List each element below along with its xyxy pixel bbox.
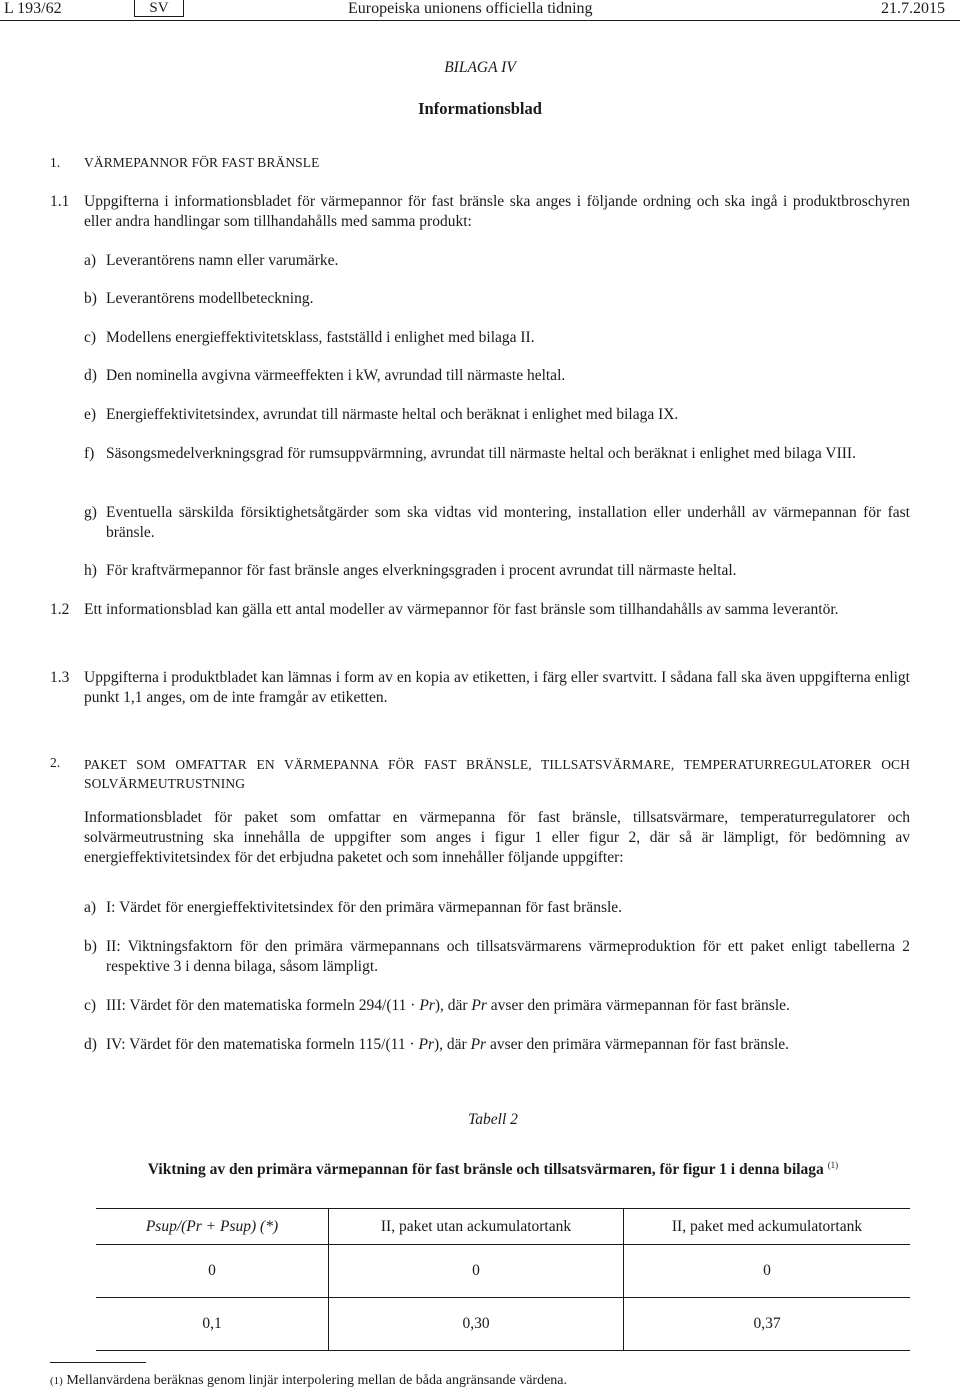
table-row (96, 1298, 910, 1351)
list-item-label: h) (84, 562, 97, 579)
language-code: SV (134, 0, 184, 17)
list-item-label: b) (84, 290, 97, 307)
list-item-label: f) (84, 445, 95, 462)
footnote-marker: (1) (50, 1375, 63, 1387)
weighting-table (96, 1208, 910, 1351)
table-title (0, 1160, 960, 1179)
list-item-text: II: Viktningsfaktorn för den primära värmepannans och tillsatsvärmarens värmeproduktion för ett paket enligt tabellerna 2 respektive 3 i denna bilaga, såsom lämpligt. (106, 938, 910, 975)
table-cell: 0,1 (96, 1298, 329, 1351)
paragraph-1-3-text: Uppgifterna i produktbladet kan lämnas i form av en kopia av etiketten, i färg eller svartvitt. I sådana fall ska även uppgifterna enligt punkt 1,1 anges, om de inte framgår av etiketten. (84, 669, 910, 706)
table-cell: 0,37 (624, 1298, 911, 1351)
paragraph-1-3-number: 1.3 (50, 669, 70, 686)
list-item-label: a) (84, 899, 97, 916)
table-header-cell: II, paket med ackumulatortank (624, 1209, 911, 1245)
table-title-text: Viktning av den primära värmepannan för fast bränsle och tillsatsvärmaren, för figur 1 i denna bilaga (147, 1161, 824, 1179)
table-cell: 0 (624, 1245, 911, 1298)
footnote-rule (50, 1362, 146, 1363)
formula-variable: Pr (470, 1036, 487, 1053)
list-item-label: a) (84, 252, 97, 269)
list-item-text: Säsongsmedelverkningsgrad för rumsuppvärmning, avrundat till närmaste heltal och beräknat i enlighet med bilaga VIII. (106, 445, 856, 462)
formula-text: ), där (433, 1036, 471, 1053)
list-item-label: e) (84, 406, 97, 423)
section-1-number: 1. (50, 155, 61, 170)
list-item-label: d) (84, 367, 97, 384)
paragraph-1-1-number: 1.1 (50, 193, 70, 210)
table-label: Tabell 2 (468, 1111, 518, 1128)
footnote-text: Mellanvärdena beräknas genom linjär interpolering mellan de båda angränsande värdena. (66, 1373, 568, 1388)
formula-variable: Pr (418, 1036, 434, 1053)
table-cell: 0 (96, 1245, 329, 1298)
table-header-cell: Psup/(Pr + Psup) (*) (96, 1209, 329, 1245)
list-item-text: För kraftvärmepannor för fast bränsle anges elverkningsgraden i procent avrundat till närmaste heltal. (106, 562, 737, 579)
list-item-text: Leverantörens modellbeteckning. (106, 290, 314, 307)
table-header-cell: II, paket utan ackumulatortank (329, 1209, 624, 1245)
document-title: Informationsblad (418, 99, 542, 118)
paragraph-1-2-number: 1.2 (50, 601, 70, 618)
list-item-label: g) (84, 504, 97, 521)
list-item-text (106, 996, 910, 1016)
section-2-heading: PAKET SOM OMFATTAR EN VÄRMEPANNA FÖR FAST BRÄNSLE, TILLSATSVÄRMARE, TEMPERATURREGULATORER OCH SOLVÄRMEUTRUSTNING (84, 757, 910, 791)
list-item-label: b) (84, 938, 97, 955)
formula-text: IV: Värdet för den matematiska formeln 115/(11 · (106, 1036, 419, 1053)
list-item-text: Energieffektivitetsindex, avrundat till närmaste heltal och beräknat i enlighet med bilaga IX. (106, 406, 679, 423)
list-item-text: I: Värdet för energieffektivitetsindex för den primära värmepannan för fast bränsle. (106, 899, 623, 916)
list-item-label: c) (84, 329, 97, 346)
section-2-intro: Informationsbladet för paket som omfattar en värmepanna för fast bränsle, tillsatsvärmare, temperaturregulatorer och solvärmeutrustning ska innehålla de uppgifter som anges i figur 1 eller figur 2, där så är lämpligt, för bedömning av energieffektivitetsindex för det erbjudna paketet och som innehåller följande uppgifter: (84, 809, 910, 866)
section-2-number: 2. (50, 755, 61, 770)
list-item-text: Leverantörens namn eller varumärke. (106, 252, 339, 269)
table-row (96, 1245, 910, 1298)
formula-text: avser den primära värmepannan för fast bränsle. (486, 1036, 790, 1053)
page-reference: L 193/62 (4, 0, 62, 17)
formula-text: III: Värdet för den matematiska formeln 294/(11 · (106, 997, 420, 1014)
formula-text: ), där (434, 997, 472, 1014)
paragraph-1-2-text: Ett informationsblad kan gälla ett antal modeller av värmepannor för fast bränsle som tillhandahålls av samma leverantör. (84, 601, 839, 618)
footnote (50, 1373, 567, 1389)
table-cell: 0 (329, 1245, 624, 1298)
list-item-text (106, 1035, 910, 1055)
list-item-text: Eventuella särskilda försiktighetsåtgärder som ska vidtas vid montering, installation eller underhåll av värmepannan för fast bränsle. (106, 504, 910, 541)
journal-title: Europeiska unionens officiella tidning (348, 0, 593, 17)
table-cell: 0,30 (329, 1298, 624, 1351)
list-item-text: Den nominella avgivna värmeeffekten i kW, avrundad till närmaste heltal. (106, 367, 566, 384)
formula-variable: Pr (419, 997, 435, 1014)
publication-date: 21.7.2015 (881, 0, 945, 17)
header-rule (0, 20, 960, 21)
annex-title: BILAGA IV (444, 59, 516, 76)
list-item-text: Modellens energieffektivitetsklass, fastställd i enlighet med bilaga II. (106, 329, 535, 346)
footnote-reference: (1) (827, 1160, 839, 1170)
section-1-heading: VÄRMEPANNOR FÖR FAST BRÄNSLE (84, 155, 320, 170)
list-item-label: c) (84, 997, 97, 1014)
formula-text: avser den primära värmepannan för fast bränsle. (486, 997, 790, 1014)
paragraph-1-1-text: Uppgifterna i informationsbladet för värmepannor för fast bränsle ska anges i följande ordning och ska ingå i produktbroschyren eller andra handlingar som tillhandahålls med samma produkt: (84, 193, 910, 230)
list-item-label: d) (84, 1036, 97, 1053)
formula-variable: Pr (471, 997, 487, 1014)
